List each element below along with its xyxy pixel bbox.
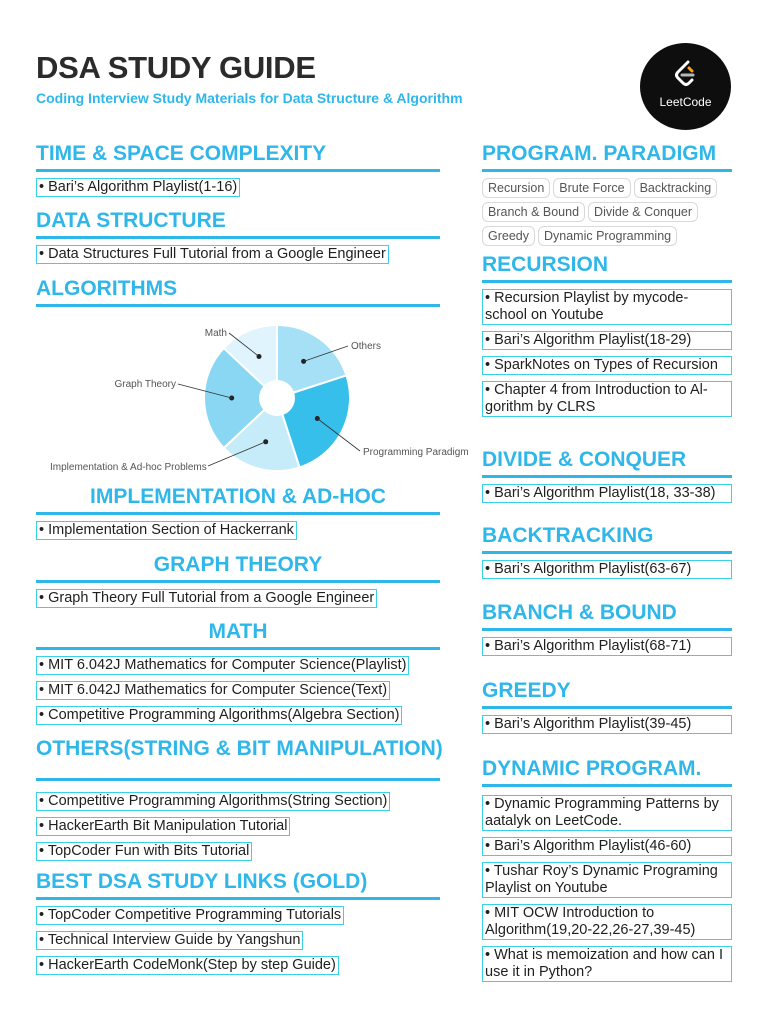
section-graph-theory	[36, 552, 440, 608]
link-data-structures-tutorial[interactable]: • Data Structures Full Tutorial from a Google Engineer	[36, 245, 389, 264]
chip-divide-conquer[interactable]: Divide & Conquer	[588, 202, 698, 222]
pie-center-hole	[259, 380, 295, 416]
link-bari-playlist-39-45[interactable]: • Bari’s Algorithm Playlist(39-45)	[482, 715, 732, 734]
section-math	[36, 619, 440, 725]
link-cp-string[interactable]: • Competitive Programming Algorithms(String Section)	[36, 792, 390, 811]
section-heading: DATA STRUCTURE	[36, 208, 440, 239]
section-heading: PROGRAM. PARADIGM	[482, 141, 732, 172]
pie-label: Implementation & Ad-hoc Problems	[50, 462, 207, 473]
chip-greedy[interactable]: Greedy	[482, 226, 535, 246]
section-algorithms	[36, 276, 440, 307]
section-heading: GRAPH THEORY	[36, 552, 440, 583]
link-bari-playlist-18-33-38[interactable]: • Bari’s Algorithm Playlist(18, 33-38)	[482, 484, 732, 503]
link-bari-playlist-68-71[interactable]: • Bari’s Algorithm Playlist(68-71)	[482, 637, 732, 656]
section-backtracking	[482, 523, 732, 579]
section-heading: GREEDY	[482, 678, 732, 709]
section-recursion	[482, 252, 732, 417]
page-subtitle: Coding Interview Study Materials for Data Structure & Algorithm	[36, 90, 463, 106]
link-bari-playlist-1-16[interactable]: • Bari’s Algorithm Playlist(1-16)	[36, 178, 240, 197]
section-heading: DYNAMIC PROGRAM.	[482, 756, 732, 787]
section-branch-bound	[482, 600, 732, 656]
section-heading: DIVIDE & CONQUER	[482, 447, 732, 478]
logo-text: LeetCode	[659, 95, 712, 109]
section-heading: TIME & SPACE COMPLEXITY	[36, 141, 440, 172]
section-heading: ALGORITHMS	[36, 276, 440, 307]
chip-recursion[interactable]: Recursion	[482, 178, 550, 198]
link-dp-patterns-leetcode[interactable]: • Dynamic Programming Patterns by aatalyk on LeetCode.	[482, 795, 732, 831]
link-hackerrank-implementation[interactable]: • Implementation Section of Hackerrank	[36, 521, 297, 540]
section-heading: OTHERS(STRING & BIT MANIPULATION)	[36, 736, 440, 781]
section-heading: BEST DSA STUDY LINKS (GOLD)	[36, 869, 440, 900]
link-tushar-roy-dp[interactable]: • Tushar Roy’s Dynamic Programing Playlist on Youtube	[482, 862, 732, 898]
section-heading: MATH	[36, 619, 440, 650]
pie-label: Programming Paradigm	[363, 447, 469, 458]
section-others	[36, 736, 443, 861]
link-mit-playlist[interactable]: • MIT 6.042J Mathematics for Computer Science(Playlist)	[36, 656, 409, 675]
link-mit-ocw-algorithm[interactable]: • MIT OCW Introduction to Algorithm(19,20-22,26-27,39-45)	[482, 904, 732, 940]
pie-label: Graph Theory	[114, 379, 176, 390]
link-yangshun-guide[interactable]: • Technical Interview Guide by Yangshun	[36, 931, 303, 950]
link-topcoder-bits[interactable]: • TopCoder Fun with Bits Tutorial	[36, 842, 252, 861]
link-mit-text[interactable]: • MIT 6.042J Mathematics for Computer Science(Text)	[36, 681, 390, 700]
leetcode-logo-icon	[673, 60, 699, 90]
section-divide-conquer	[482, 447, 732, 503]
section-heading: BACKTRACKING	[482, 523, 732, 554]
link-clrs-chapter-4[interactable]: • Chapter 4 from Introduction to Al-gorithm by CLRS	[482, 381, 732, 417]
chip-branch-bound[interactable]: Branch & Bound	[482, 202, 585, 222]
paradigm-chips	[482, 178, 732, 250]
section-implementation	[36, 484, 440, 540]
section-paradigm	[482, 141, 732, 250]
section-heading: BRANCH & BOUND	[482, 600, 732, 631]
section-time-space	[36, 141, 440, 197]
link-bari-playlist-46-60[interactable]: • Bari’s Algorithm Playlist(46-60)	[482, 837, 732, 856]
section-dynamic	[482, 756, 732, 982]
chip-backtracking[interactable]: Backtracking	[634, 178, 718, 198]
page-title: DSA STUDY GUIDE	[36, 50, 316, 85]
link-cp-algebra[interactable]: • Competitive Programming Algorithms(Algebra Section)	[36, 706, 402, 725]
link-codemonk[interactable]: • HackerEarth CodeMonk(Step by step Guide)	[36, 956, 339, 975]
section-best-links	[36, 869, 440, 975]
section-greedy	[482, 678, 732, 734]
pie-label: Math	[204, 328, 227, 339]
algorithms-pie-chart	[36, 316, 476, 486]
chip-dynamic-programming[interactable]: Dynamic Programming	[538, 226, 677, 246]
section-data-structure	[36, 208, 440, 264]
link-memoization-python[interactable]: • What is memoization and how can I use it in Python?	[482, 946, 732, 982]
chip-brute-force[interactable]: Brute Force	[553, 178, 630, 198]
link-bari-playlist-63-67[interactable]: • Bari’s Algorithm Playlist(63-67)	[482, 560, 732, 579]
link-topcoder-tutorials[interactable]: • TopCoder Competitive Programming Tutorials	[36, 906, 344, 925]
leetcode-logo	[640, 43, 731, 130]
section-heading: RECURSION	[482, 252, 732, 283]
link-mycodeschool-recursion[interactable]: • Recursion Playlist by mycode-school on Youtube	[482, 289, 732, 325]
section-heading: IMPLEMENTATION & AD-HOC	[36, 484, 440, 515]
link-bari-playlist-18-29[interactable]: • Bari’s Algorithm Playlist(18-29)	[482, 331, 732, 350]
pie-label: Others	[351, 341, 382, 352]
link-sparknotes-recursion[interactable]: • SparkNotes on Types of Recursion	[482, 356, 732, 375]
link-hackerearth-bit[interactable]: • HackerEarth Bit Manipulation Tutorial	[36, 817, 290, 836]
link-graph-theory-tutorial[interactable]: • Graph Theory Full Tutorial from a Google Engineer	[36, 589, 377, 608]
pie-label-marker	[263, 439, 268, 444]
